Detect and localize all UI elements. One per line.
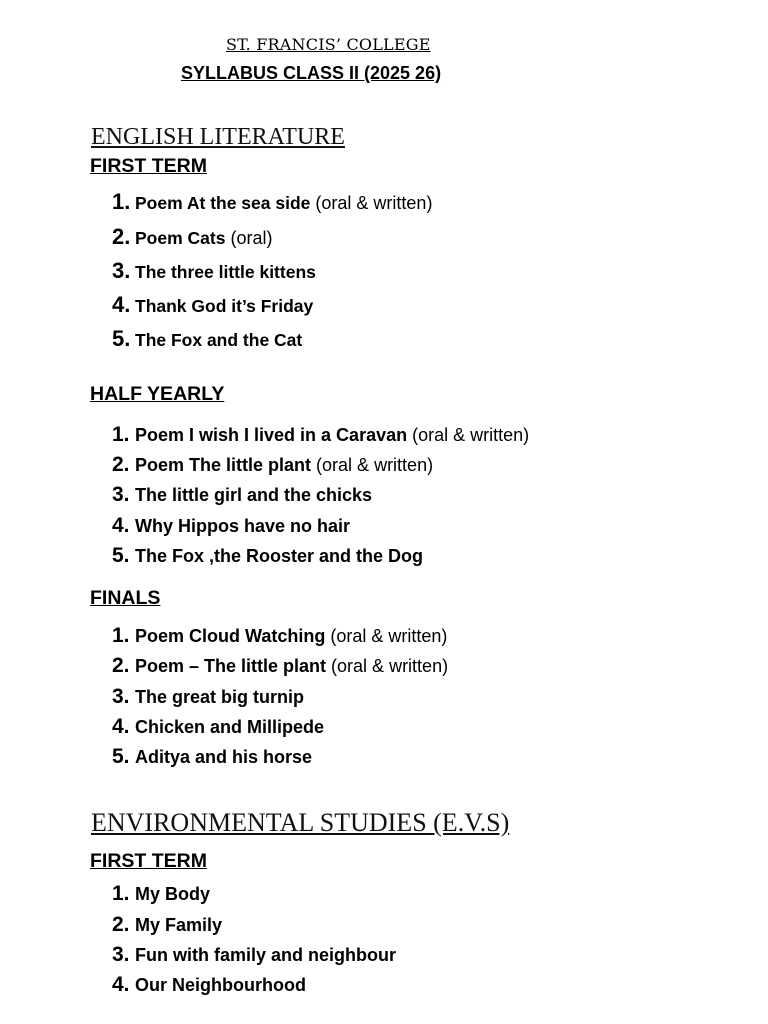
item-note: (oral & written) — [316, 455, 434, 475]
item-note: (oral & written) — [331, 656, 449, 676]
item-title: Thank God it’s Friday — [135, 296, 314, 316]
item-number: 2. — [112, 453, 130, 476]
item-title: Why Hippos have no hair — [135, 516, 351, 536]
list-item — [112, 544, 423, 568]
item-title: My Family — [135, 915, 223, 935]
list-item — [112, 514, 350, 538]
list-item — [112, 715, 324, 739]
item-title: Fun with family and neighbour — [135, 945, 396, 965]
item-title: The Fox and the Cat — [135, 330, 303, 350]
item-note: (oral & written) — [315, 193, 433, 213]
item-number: 3. — [112, 483, 130, 506]
subject-heading-evs: ENVIRONMENTAL STUDIES (E.V.S) — [91, 808, 510, 837]
item-title: Poem Cats — [135, 228, 226, 248]
term-heading-finals: FINALS — [90, 587, 161, 609]
list-item — [112, 292, 313, 318]
list-item — [112, 624, 447, 648]
item-number: 1. — [112, 423, 130, 446]
item-number: 4. — [112, 514, 130, 537]
item-number: 3. — [112, 685, 130, 708]
item-number: 3. — [112, 258, 131, 283]
list-item — [112, 973, 306, 997]
item-number: 1. — [112, 624, 130, 647]
item-note: (oral & written) — [330, 626, 448, 646]
list-item — [112, 326, 302, 352]
term-heading-first-term: FIRST TERM — [90, 155, 207, 177]
list-item — [112, 943, 396, 967]
item-number: 5. — [112, 326, 131, 351]
item-title: Aditya and his horse — [135, 747, 313, 767]
item-title: The little girl and the chicks — [135, 485, 373, 505]
item-number: 5. — [112, 745, 130, 768]
item-title: Our Neighbourhood — [135, 975, 306, 995]
school-name: ST. FRANCIS’ COLLEGE — [226, 35, 431, 54]
item-title: My Body — [135, 884, 211, 904]
item-number: 1. — [112, 189, 131, 214]
list-item — [112, 423, 529, 447]
item-title: Poem Cloud Watching — [135, 626, 326, 646]
item-number: 4. — [112, 292, 131, 317]
item-number: 4. — [112, 973, 130, 996]
item-title: The great big turnip — [135, 687, 304, 707]
item-number: 5. — [112, 544, 130, 567]
item-number: 1. — [112, 882, 130, 905]
syllabus-title: SYLLABUS CLASS II (2025 26) — [181, 63, 442, 83]
item-number: 3. — [112, 943, 130, 966]
list-item — [112, 654, 448, 678]
term-heading-first-term: FIRST TERM — [90, 850, 207, 872]
item-number: 2. — [112, 224, 131, 249]
item-title: The Fox ,the Rooster and the Dog — [135, 546, 424, 566]
item-title: Chicken and Millipede — [135, 717, 325, 737]
list-item — [112, 685, 304, 709]
list-item — [112, 258, 316, 284]
item-title: The three little kittens — [135, 262, 316, 282]
item-note: (oral) — [230, 228, 273, 248]
item-number: 2. — [112, 654, 130, 677]
item-title: Poem The little plant — [135, 455, 312, 475]
item-title: Poem I wish I lived in a Caravan — [135, 425, 408, 445]
item-title: Poem At the sea side — [135, 193, 311, 213]
subject-heading-english: ENGLISH LITERATURE — [91, 124, 345, 150]
term-heading-half-yearly: HALF YEARLY — [90, 383, 225, 405]
item-number: 4. — [112, 715, 130, 738]
list-item — [112, 224, 272, 250]
list-item — [112, 483, 372, 507]
item-number: 2. — [112, 913, 130, 936]
list-item — [112, 745, 312, 769]
item-note: (oral & written) — [412, 425, 530, 445]
item-title: Poem – The little plant — [135, 656, 327, 676]
list-item — [112, 882, 210, 906]
list-item — [112, 189, 432, 215]
list-item — [112, 913, 222, 937]
list-item — [112, 453, 433, 477]
